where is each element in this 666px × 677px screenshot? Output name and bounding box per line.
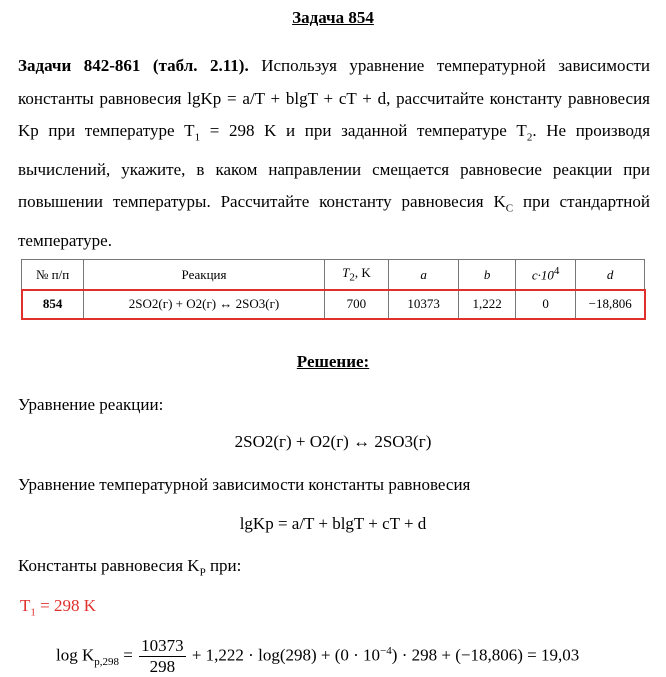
calc-eq: = xyxy=(119,645,138,665)
header-c-label: c·10 xyxy=(531,267,554,283)
kp-label-sub: P xyxy=(199,566,206,579)
page-title: Задача 854 xyxy=(292,8,374,27)
problem-prefix: Задачи 842-861 (табл. 2.11). xyxy=(18,56,249,75)
problem-statement xyxy=(18,50,650,258)
header-d: d xyxy=(576,260,645,290)
t1-line-value: = 298 K xyxy=(35,596,97,615)
kp-label-prefix: Константы равновесия K xyxy=(18,556,200,575)
header-t2-symbol: T xyxy=(342,265,350,281)
kp-label-suffix: при: xyxy=(205,556,242,575)
temp-dep-label: Уравнение температурной зависимости константы равновесия xyxy=(18,475,471,494)
header-t2 xyxy=(324,260,388,290)
problem-text-4: при стандартной температуре. xyxy=(18,192,650,251)
cell-c: 0 xyxy=(515,290,575,319)
calc-exp: −4 xyxy=(380,644,392,657)
t1-line-symbol: T xyxy=(20,596,31,615)
calc-rest: + 1,222 · log(298) + (0 · 10 xyxy=(187,645,381,665)
problem-text-1: Используя уравнение температурной зависимости константы равновесия lgKp = a/T + blgT + cT + d, рассчитайте константу равновесия Kp при температуре T xyxy=(18,56,650,140)
solution-title: Решение: xyxy=(296,352,370,371)
temp-dep-equation: lgKp = a/T + blgT + cT + d xyxy=(239,514,427,533)
header-t2-sub: 2 xyxy=(349,271,355,284)
cell-b: 1,222 xyxy=(459,290,516,319)
calc-lhs: log K xyxy=(56,645,95,665)
header-t2-unit: , K xyxy=(354,265,371,281)
calc-num: 10373 xyxy=(141,636,184,655)
reaction-equation: 2SO2(г) + O2(г) ↔ 2SO3(г) xyxy=(234,432,432,451)
cell-a: 10373 xyxy=(389,290,459,319)
header-reaction: Реакция xyxy=(84,260,325,290)
header-b: b xyxy=(459,260,516,290)
cell-num: 854 xyxy=(22,290,84,319)
cell-d: −18,806 xyxy=(576,290,645,319)
calc-lhs-sub: p,298 xyxy=(94,655,119,668)
header-num: № п/п xyxy=(22,260,84,290)
header-c xyxy=(515,260,575,290)
t1-line xyxy=(20,596,96,618)
table-header-row xyxy=(22,260,645,290)
t1-line-sub: 1 xyxy=(30,606,36,619)
table-row xyxy=(22,290,645,319)
problem-text-2: = 298 K и при заданной температуре T xyxy=(200,121,527,140)
header-c-sup: 4 xyxy=(553,265,560,278)
kp-label xyxy=(18,556,241,578)
t1-sub: 1 xyxy=(194,131,201,144)
reaction-label: Уравнение реакции: xyxy=(18,395,164,414)
t2-sub: 2 xyxy=(526,131,533,144)
calc-formula xyxy=(56,636,579,677)
data-table xyxy=(21,259,645,319)
calc-rest2: ) · 298 + (−18,806) = 19,03 xyxy=(391,645,580,665)
calc-fraction xyxy=(139,636,186,677)
cell-t2: 700 xyxy=(324,290,388,319)
calc-den: 298 xyxy=(149,657,176,676)
problem-text-3: . Не производя вычислений, укажите, в каком направлении смещается равновесие реакции при повышении температуры. Рассчитайте константу равновесия K xyxy=(18,121,651,212)
header-a: a xyxy=(389,260,459,290)
cell-reaction: 2SO2(г) + O2(г) ↔ 2SO3(г) xyxy=(84,290,325,319)
kc-sub: C xyxy=(505,202,514,215)
